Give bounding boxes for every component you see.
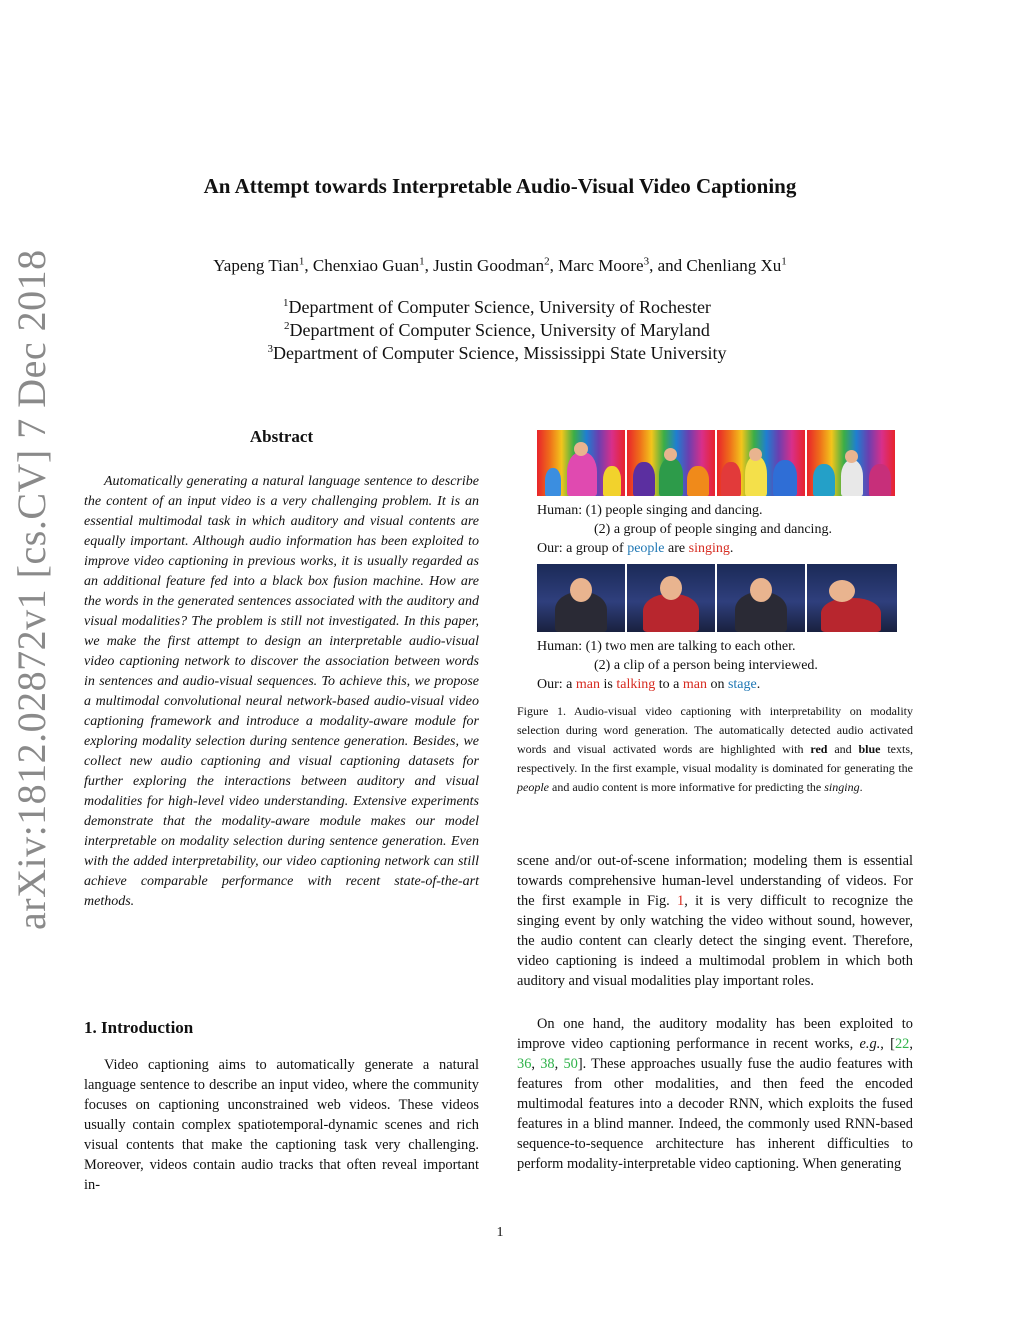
- figure-example-2-frames: [537, 564, 897, 632]
- audio-activated-word: singing: [688, 541, 730, 556]
- author-name: Marc Moore: [558, 256, 644, 275]
- figure-1-caption: Figure 1. Audio-visual video captioning with interpretability on modality selection during word generation. The automatically detected audio activated words and visual activated words are highlighted with red and blue texts, respectively. In the first example, visual modality is dominated for generating the people and audio content is more informative for predicting the singing.: [517, 704, 914, 794]
- affiliation-line: $^1$Department of Computer Science, University of Rochester: [283, 297, 711, 317]
- author-affiliation-mark: 1: [419, 255, 425, 268]
- video-frame: [537, 430, 625, 496]
- author-affiliation-mark: 1: [781, 255, 787, 268]
- figure-ex1-our-caption: Our: a group of people are singing.: [537, 541, 734, 556]
- author-name: Justin Goodman: [433, 256, 545, 275]
- audio-activated-word: man: [682, 677, 707, 692]
- author-name: Yapeng Tian: [213, 256, 299, 275]
- section-heading-introduction: 1. Introduction: [84, 1018, 194, 1037]
- video-frame: [717, 430, 805, 496]
- abstract-text: Automatically generating a natural language sentence to describe the content of an input video is a very challenging problem. It is an essential multimodal task in which auditory and visual contents are equally important. Although audio information has been exploited to improve video captioning in previous works, it is usually regarded as an additional feature fed into a black box fusion machine. How are the words in the generated sentences associated with the auditory and visual modalities? The problem is still not investigated. In this paper, we make the first attempt to design an interpretable audio-visual video captioning network to discover the association between words in sentences and audio-visual sequences. To achieve this, we propose a multimodal convolutional neural network-based audio-visual video captioning framework and introduce a modality-aware module for exploring modality selection during sentence generation. Besides, we collect new audio captioning and visual captioning datasets for further exploring the interactions between auditory and visual modalities for high-level video understanding. Extensive experiments demonstrate that the modality-aware module makes our model interpretable on modality selection during sentence generation. Even with the added interpretability, our video captioning network can still achieve comparable performance with recent state-of-the-art methods.: [84, 474, 479, 909]
- abstract-heading: Abstract: [249, 427, 314, 446]
- figure-ex2-human-caption-1: Human: (1) two men are talking to each other.: [537, 639, 796, 654]
- video-frame: [537, 564, 625, 632]
- figure-ex2-our-caption: Our: a man is talking to a man on stage.: [537, 677, 761, 692]
- figure-example-1-frames: [537, 430, 897, 496]
- author-affiliation-mark: 3: [643, 255, 650, 268]
- video-frame: [717, 564, 805, 632]
- figure-reference-link[interactable]: 1: [677, 893, 685, 909]
- video-frame: [807, 430, 895, 496]
- paper-title: An Attempt towards Interpretable Audio-Visual Video Captioning: [203, 174, 797, 198]
- page-number: 1: [496, 1225, 504, 1240]
- visual-activated-word: people: [627, 541, 665, 556]
- video-frame: [807, 564, 897, 632]
- affiliation-list: [0, 296, 994, 365]
- affiliation-line: $^2$Department of Computer Science, University of Maryland: [284, 320, 710, 340]
- figure-ex1-human-caption-1: Human: (1) people singing and dancing.: [537, 503, 763, 518]
- affiliation-line: $^3$Department of Computer Science, Mississippi State University: [267, 343, 727, 363]
- figure-ex1-human-caption-2: (2) a group of people singing and dancing.: [594, 522, 832, 537]
- citation-link[interactable]: 22: [894, 1036, 910, 1052]
- intro-paragraph-continued: scene and/or out-of-scene information; modeling them is essential towards comprehensive human-level understanding of videos. For the first example in Fig. 1, it is very difficult to recognize the singing event by only watching the video without sound, however, the audio content can clearly detect the singing event. Therefore, video captioning is indeed a multimodal problem in which both auditory and visual modalities play important roles.: [517, 853, 913, 989]
- author-affiliation-mark: 1: [298, 255, 305, 268]
- video-frame: [627, 564, 715, 632]
- video-frame: [627, 430, 715, 496]
- citation-link[interactable]: 50: [563, 1056, 578, 1072]
- visual-activated-word: stage: [727, 677, 757, 692]
- citation-link[interactable]: 38: [540, 1056, 555, 1072]
- audio-activated-word: man: [575, 677, 600, 692]
- author-name: Chenliang Xu: [686, 256, 782, 275]
- author-list: Yapeng Tian$^1$, Chenxiao Guan$^1$, Justin Goodman$^2$, Marc Moore$^3$, and Chenliang Xu$^1$: [213, 255, 787, 275]
- audio-activated-word: talking: [616, 677, 656, 692]
- author-name: Chenxiao Guan: [312, 256, 420, 275]
- intro-paragraph: Video captioning aims to automatically generate a natural language sentence to describe an input video, where the community focuses on captioning unconstrained web videos. These videos usually contain complex spatiotemporal-dynamic scenes and rich visual contents that make the captioning task very challenging. Moreover, videos contain audio tracks that often reveal important in-: [84, 1057, 479, 1193]
- arxiv-identifier: arXiv:1812.02872v1 [cs.CV] 7 Dec 2018: [9, 249, 54, 930]
- intro-paragraph-2: On one hand, the auditory modality has been exploited to improve video captioning performance in recent works, e.g., [22, 36, 38, 50]. These approaches usually fuse the audio features with features from other modalities, and then feed the encoded multimodal features into a decoder RNN, which exploits the fused features in a blind manner. Indeed, the commonly used RNN-based sequence-to-sequence architecture has inherent difficulties to perform modality-interpretable video captioning. When generating: [517, 1016, 914, 1172]
- author-affiliation-mark: 2: [544, 255, 550, 268]
- citation-link[interactable]: 36: [517, 1056, 532, 1072]
- figure-ex2-human-caption-2: (2) a clip of a person being interviewed.: [594, 658, 818, 673]
